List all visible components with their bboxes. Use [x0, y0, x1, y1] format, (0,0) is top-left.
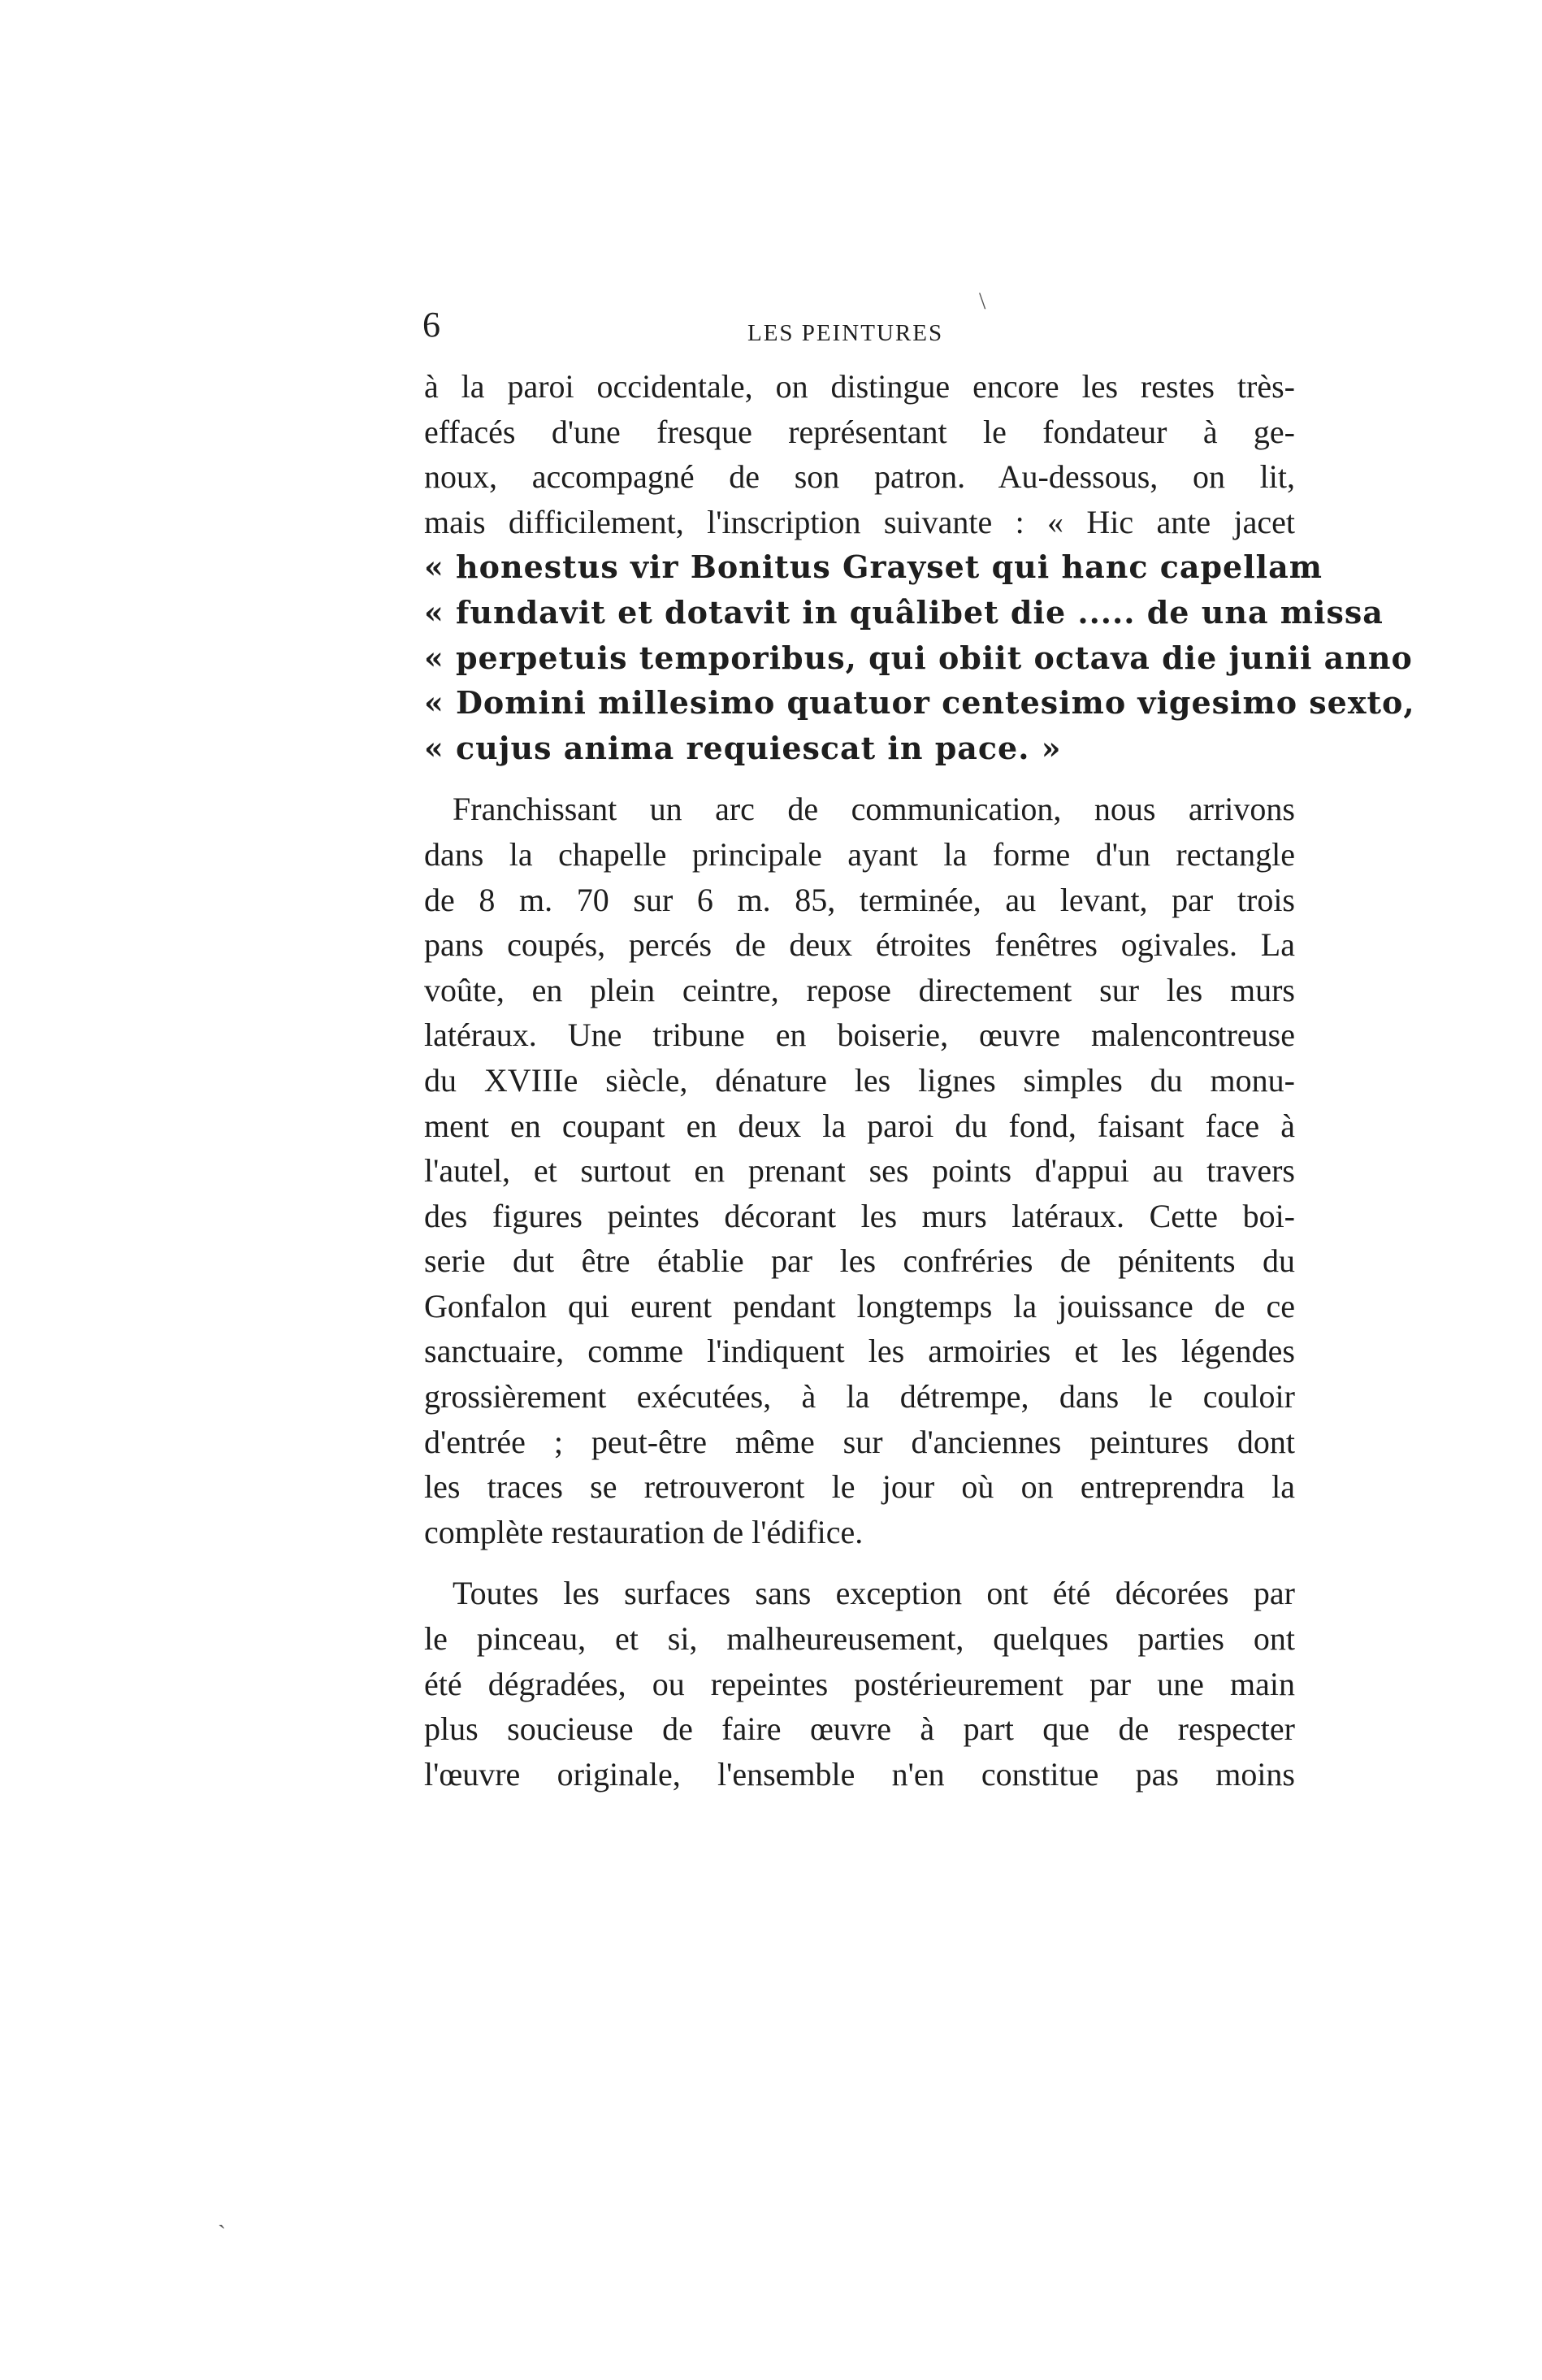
text-line: été dégradées, ou repeintes postérieurement par une main [424, 1665, 1295, 1702]
text-line: des figures peintes décorant les murs latéraux. Cette boi- [424, 1197, 1295, 1234]
text-line: de 8 m. 70 sur 6 m. 85, terminée, au levant, par trois [424, 881, 1295, 918]
text-line: du XVIIIe siècle, dénature les lignes simples du monu- [424, 1061, 1295, 1099]
paragraph-chapel [424, 787, 1295, 1554]
text-line: serie dut être établie par les confréries de pénitents du [424, 1242, 1295, 1280]
text-line: plus soucieuse de faire œuvre à part que de respecter [424, 1710, 1295, 1748]
text-line: d'entrée ; peut-être même sur d'anciennes peintures dont [424, 1423, 1295, 1460]
paragraph-surfaces [424, 1571, 1295, 1797]
running-header: LES PEINTURES [747, 320, 944, 346]
text-line: l'autel, et surtout en prenant ses points d'appui au travers [424, 1152, 1295, 1190]
text-line: sanctuaire, comme l'indiquent les armoiries et les légendes [424, 1333, 1295, 1370]
text-line: grossièrement exécutées, à la détrempe, dans le couloir [424, 1378, 1295, 1415]
text-line: l'œuvre originale, l'ensemble n'en constitue pas moins [424, 1755, 1295, 1793]
text-line: noux, accompagné de son patron. Au-dessous, on lit, [424, 458, 1295, 496]
text-line: Toutes les surfaces sans exception ont été décorées par [453, 1575, 1295, 1612]
text-line: latéraux. Une tribune en boiserie, œuvre malencontreuse [424, 1017, 1295, 1054]
text-line: complète restauration de l'édifice. [424, 1513, 864, 1550]
text-line: effacés d'une fresque représentant le fondateur à ge- [424, 413, 1295, 450]
text-line: pans coupés, percés de deux étroites fenêtres ogivales. La [424, 926, 1295, 964]
stray-mark-bottom: ˏ [218, 2202, 226, 2229]
gothic-inscription-line: « Domini millesimo quatuor centesimo vigesimo sexto, [424, 684, 1415, 722]
text-line: le pinceau, et si, malheureusement, quelques parties ont [424, 1620, 1295, 1658]
text-line: Franchissant un arc de communication, nous arrivons [453, 791, 1295, 828]
gothic-inscription-line: « perpetuis temporibus, qui obiit octava die junii anno [424, 639, 1413, 676]
gothic-inscription-line: « honestus vir Bonitus Grayset qui hanc capellam [424, 548, 1323, 586]
page-number: 6 [422, 305, 440, 345]
text-line: Gonfalon qui eurent pendant longtemps la jouissance de ce [424, 1287, 1295, 1324]
gothic-inscription-line: « fundavit et dotavit in quâlibet die ..... de una missa [424, 593, 1384, 631]
text-line: à la paroi occidentale, on distingue encore les restes très- [424, 368, 1295, 405]
paragraph-inscription [424, 364, 1415, 770]
text-line: ment en coupant en deux la paroi du fond, faisant face à [424, 1107, 1295, 1144]
text-line: mais difficilement, l'inscription suivante : « Hic ante jacet [424, 503, 1295, 540]
paragraph-gap [424, 1554, 1295, 1571]
text-line: dans la chapelle principale ayant la forme d'un rectangle [424, 835, 1295, 873]
text-line: les traces se retrouveront le jour où on entreprendra la [424, 1468, 1295, 1506]
paragraph-gap [424, 770, 1295, 787]
page-body [424, 364, 1415, 1797]
text-line: voûte, en plein ceintre, repose directement sur les murs [424, 971, 1295, 1008]
stray-mark-top: \ [979, 288, 986, 314]
gothic-inscription-line: « cujus anima requiescat in pace. » [424, 729, 1062, 766]
